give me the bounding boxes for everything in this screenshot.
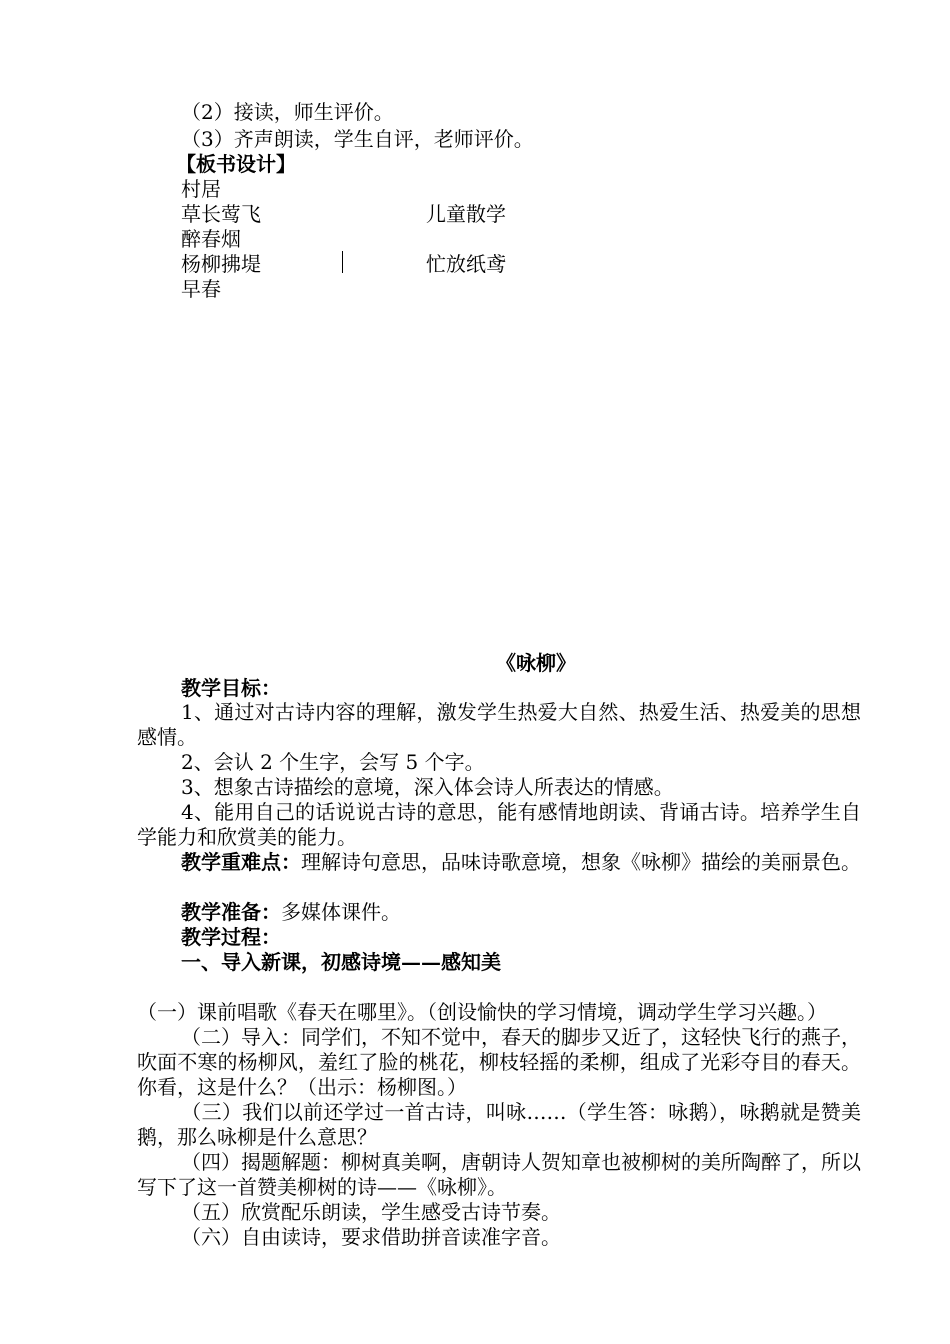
step-5-text: （五）欣赏配乐朗读，学生感受古诗节奏。: [181, 1200, 561, 1224]
goal-2-text: 2、会认 2 个生字，会写 5 个字。: [181, 750, 485, 774]
board-design-heading: 【板书设计】: [176, 152, 296, 176]
step-6: [137, 1225, 861, 1250]
board-right-1: 儿童散学: [426, 202, 506, 226]
step-3-text: （三）我们以前还学过一首古诗，叫咏……（学生答：咏鹅），咏鹅就是赞美鹅，那么咏柳是什么意思？: [137, 1100, 861, 1149]
step-4-text: （四）揭题解题：柳树真美啊，唐朝诗人贺知章也被柳树的美所陶醉了，所以写下了这一首赞美柳树的诗——《咏柳》。: [137, 1150, 861, 1199]
process-heading-text: 教学过程：: [181, 925, 281, 949]
step-4: [137, 1150, 861, 1200]
board-poem-title: 村居: [181, 177, 221, 201]
board-left-2: 醉春烟: [181, 227, 241, 251]
board-left-3: 杨柳拂堤: [181, 252, 261, 276]
key-points-label: 教学重难点：: [181, 850, 301, 874]
board-left-1: 草长莺飞: [181, 202, 261, 226]
preparation-label: 教学准备：: [181, 900, 281, 924]
board-left-4: 早春: [181, 277, 221, 301]
goal-4-text: 4、能用自己的话说说古诗的意思，能有感情地朗读、背诵古诗。培养学生自学能力和欣赏美的能力。: [137, 800, 861, 849]
goal-3-text: 3、想象古诗描绘的意境，深入体会诗人所表达的情感。: [181, 775, 674, 799]
key-points: [137, 850, 861, 875]
preparation-text: 多媒体课件。: [281, 900, 401, 924]
teaching-goals-heading: 教学目标：: [181, 676, 281, 700]
step-2: [137, 1025, 861, 1100]
goal-1: [137, 700, 861, 750]
preparation: [137, 900, 861, 925]
goal-3: [137, 775, 861, 800]
process-heading: [137, 925, 861, 950]
step-1-text: （一）课前唱歌《春天在哪里》。（创设愉快的学习情境，调动学生学习兴趣。）: [137, 1000, 827, 1024]
reading-step-3: （3）齐声朗读，学生自评，老师评价。: [181, 127, 534, 151]
board-divider: [342, 251, 343, 273]
step-2-text: （二）导入：同学们，不知不觉中，春天的脚步又近了，这轻快飞行的燕子，吹面不寒的杨柳风，羞红了脸的桃花，柳枝轻摇的柔柳，组成了光彩夺目的春天。你看，这是什么？（出示：杨柳图。）: [137, 1025, 861, 1099]
lesson-title: 《咏柳》: [496, 651, 576, 675]
step-5: [137, 1200, 861, 1225]
section-1-heading: [137, 950, 861, 975]
board-right-3: 忙放纸鸢: [426, 252, 506, 276]
reading-step-2: （2）接读，师生评价。: [181, 100, 394, 124]
key-points-text: 理解诗句意思，品味诗歌意境，想象《咏柳》描绘的美丽景色。: [301, 850, 861, 874]
goal-4: [137, 800, 861, 850]
step-3: [137, 1100, 861, 1150]
step-6-text: （六）自由读诗，要求借助拼音读准字音。: [181, 1225, 561, 1249]
step-1: [137, 975, 861, 1025]
goal-2: [137, 750, 861, 775]
section-1-heading-text: 一、导入新课，初感诗境——感知美: [181, 950, 501, 974]
goal-1-text: 1、通过对古诗内容的理解，激发学生热爱大自然、热爱生活、热爱美的思想感情。: [137, 700, 861, 749]
